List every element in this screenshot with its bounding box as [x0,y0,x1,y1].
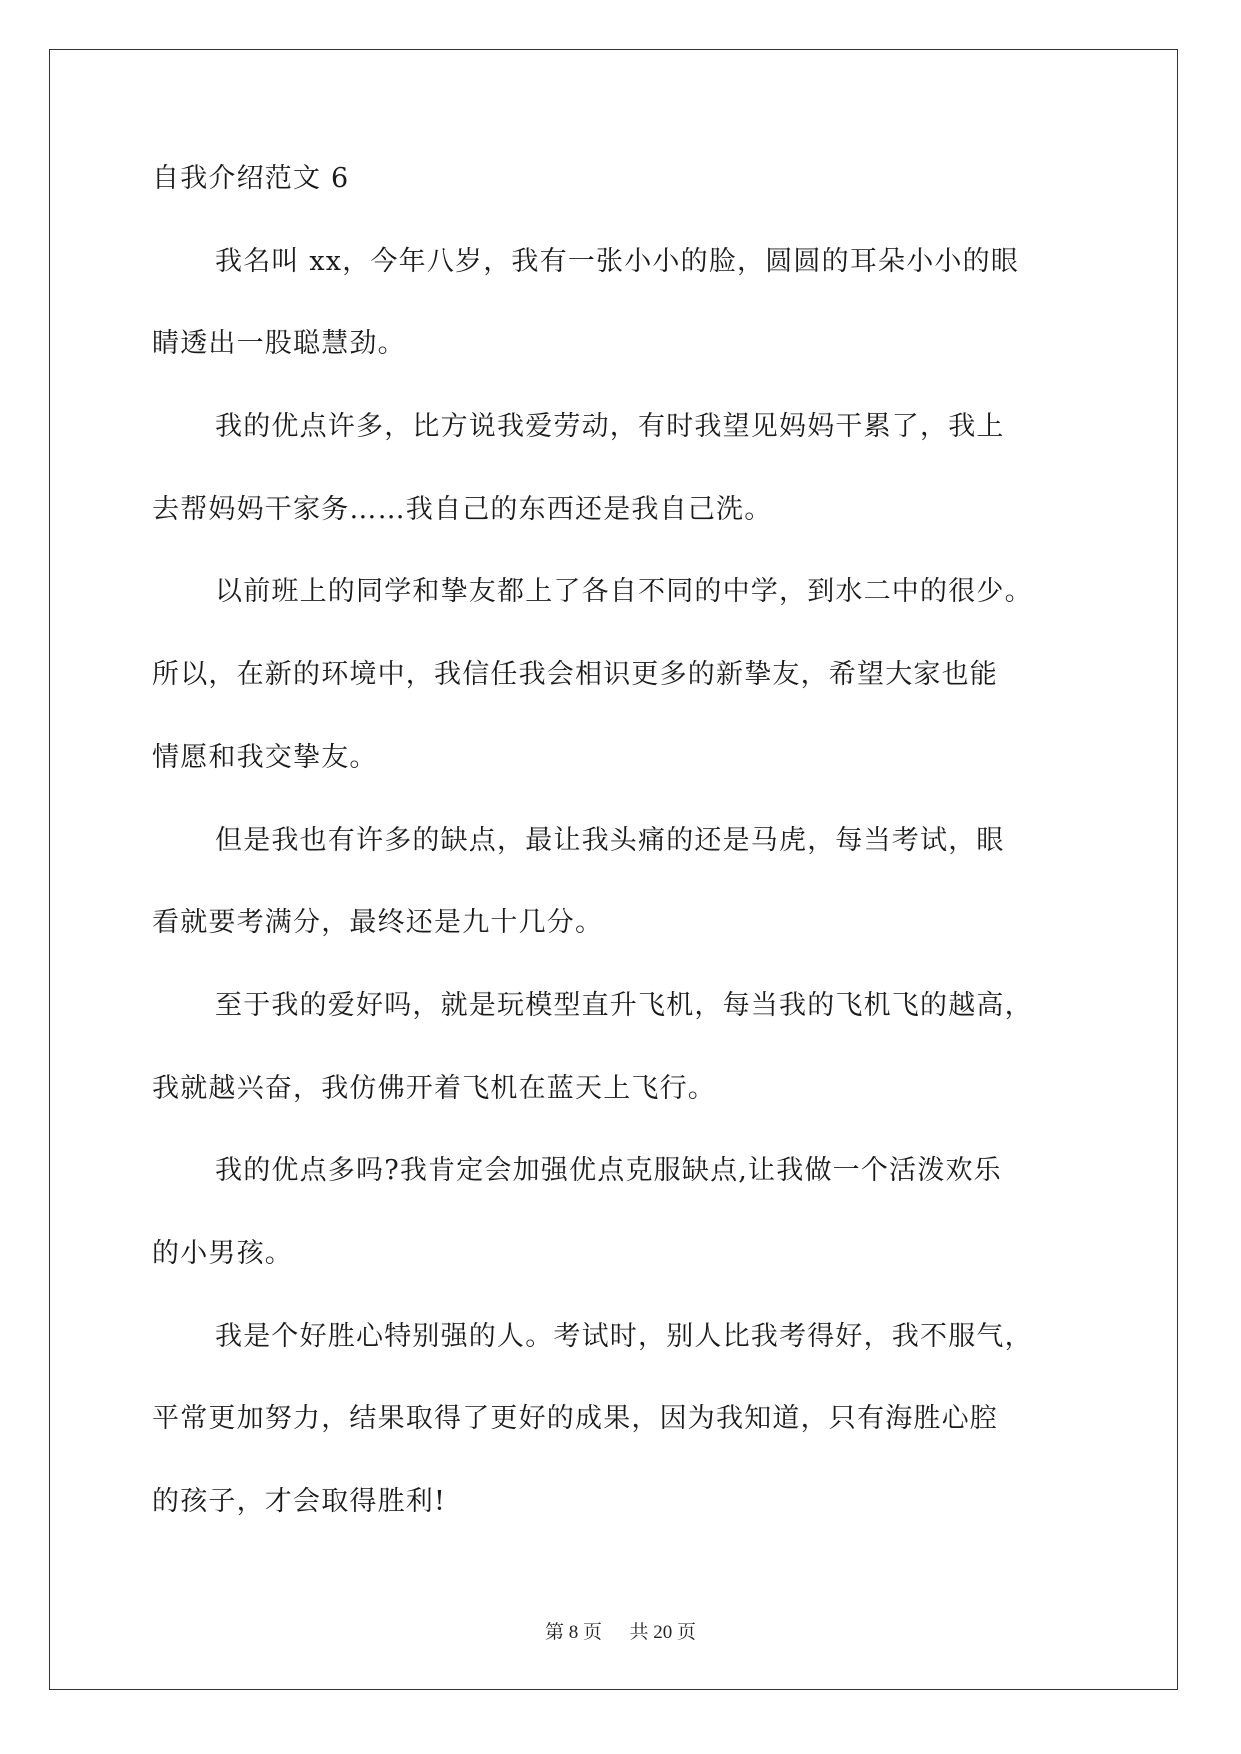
page-footer [0,1617,1241,1644]
paragraph-line: 我的优点多吗?我肯定会加强优点克服缺点,让我做一个活泼欢乐 [215,1155,1002,1187]
paragraph-line: 睛透出一股聪慧劲。 [152,328,406,360]
paragraph-line: 我是个好胜心特别强的人。考试时，别人比我考得好，我不服气， [215,1320,1033,1352]
paragraph-line: 平常更加努力，结果取得了更好的成果，因为我知道，只有海胜心腔 [152,1403,998,1435]
paragraph-line: 至于我的爱好吗，就是玩模型直升飞机，每当我的飞机飞的越高， [215,989,1033,1021]
paragraph-line: 的小男孩。 [152,1237,293,1269]
paragraph-line: 我的优点许多，比方说我爱劳动，有时我望见妈妈干累了，我上 [215,411,1005,443]
paragraph-line: 情愿和我交挚友。 [152,741,378,773]
page-total: 共 20 页 [629,1622,697,1643]
paragraph-line: 以前班上的同学和挚友都上了各自不同的中学，到水二中的很少。 [215,576,1033,608]
paragraph-line: 我就越兴奋，我仿佛开着飞机在蓝天上飞行。 [152,1072,716,1104]
paragraph-line: 的孩子，才会取得胜利! [152,1486,447,1517]
paragraph-line: 我名叫 xx，今年八岁，我有一张小小的脸，圆圆的耳朵小小的眼 [215,245,1020,277]
paragraph-line: 看就要考满分，最终还是九十几分。 [152,907,604,939]
page-number: 第 8 页 [544,1622,602,1643]
paragraph-line: 去帮妈妈干家务……我自己的东西还是我自己洗。 [152,493,773,525]
document-body [152,165,1082,1571]
document-title: 自我介绍范文 6 [152,163,350,194]
paragraph-line: 但是我也有许多的缺点，最让我头痛的还是马虎，每当考试，眼 [215,824,1005,856]
paragraph-line: 所以，在新的环境中，我信任我会相识更多的新挚友，希望大家也能 [152,659,998,691]
